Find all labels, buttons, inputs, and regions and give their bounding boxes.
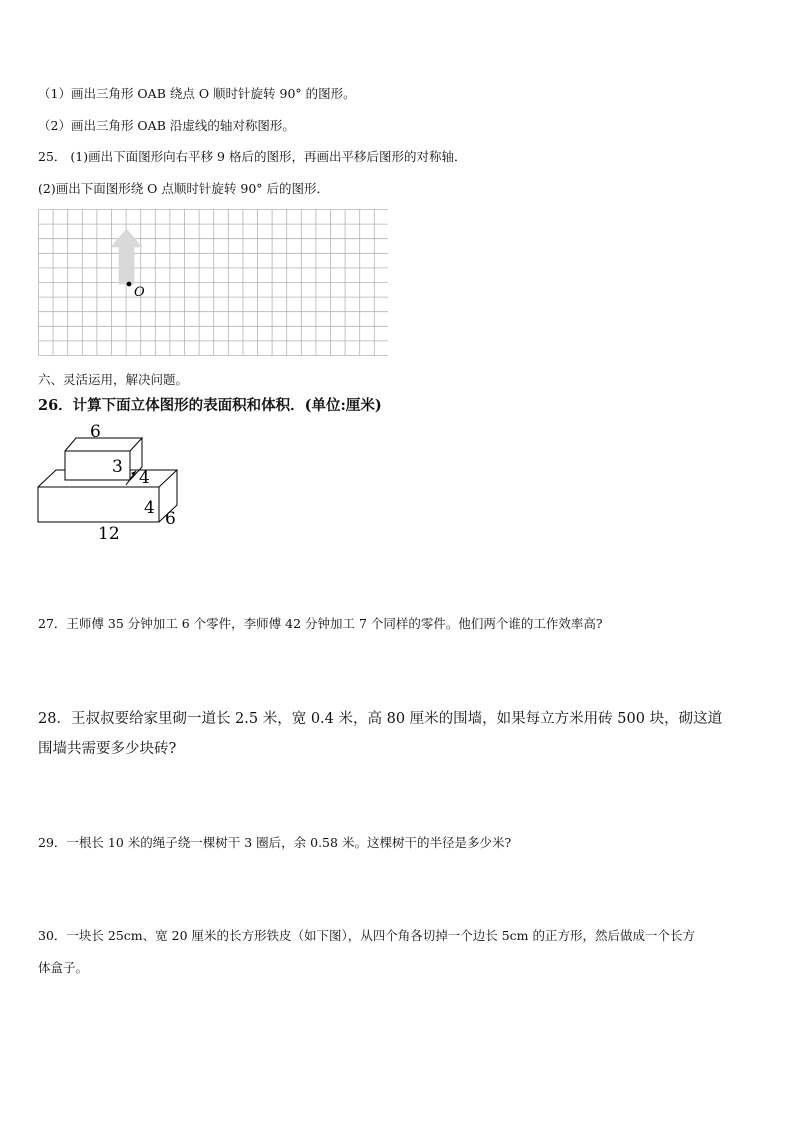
- q29-text: 29．一根长 10 米的绳子绕一棵树干 3 圈后，余 0.58 米。这棵树干的半径是多少米?: [38, 835, 512, 850]
- label-top-length: 6: [90, 422, 101, 442]
- stacked-cuboid-figure: [36, 420, 196, 549]
- bottom-cuboid-front: [38, 487, 159, 522]
- q30-text-line1: 30．一块长 25cm、宽 20 厘米的长方形铁皮（如下图），从四个角各切掉一个边长 5cm 的正方形，然后做成一个长方: [38, 928, 695, 943]
- square-grid-figure: [38, 209, 388, 361]
- q24-part2: （2）画出三角形 OAB 沿虚线的轴对称图形。: [38, 118, 295, 133]
- q30-text-line2: 体盒子。: [38, 960, 89, 975]
- q26-text: 26．计算下面立体图形的表面积和体积．(单位:厘米): [38, 397, 382, 414]
- up-arrow-shape: [111, 229, 142, 284]
- q25-part1: 25． (1)画出下面图形向右平移 9 格后的图形，再画出平移后图形的对称轴．: [38, 149, 467, 164]
- q28-text-line2: 围墙共需要多少块砖?: [38, 741, 177, 757]
- grid-lines: [39, 210, 389, 356]
- top-cuboid-top: [65, 438, 142, 451]
- bottom-cuboid-top-left: [38, 470, 65, 487]
- label-top-width: 4: [139, 468, 150, 488]
- q27-text: 27．王师傅 35 分钟加工 6 个零件，李师傅 42 分钟加工 7 个同样的零件。他们两个谁的工作效率高?: [38, 616, 603, 631]
- point-o-label: O: [134, 285, 145, 300]
- label-top-height: 3: [112, 457, 123, 477]
- label-bottom-length: 12: [98, 524, 120, 544]
- q25-part2: (2)画出下面图形绕 O 点顺时针旋转 90° 后的图形．: [38, 181, 330, 196]
- label-bottom-width: 6: [165, 509, 176, 529]
- label-bottom-height: 4: [144, 498, 155, 518]
- section-six-heading: 六、灵活运用，解决问题。: [38, 372, 189, 387]
- q28-text-line1: 28．王叔叔要给家里砌一道长 2.5 米，宽 0.4 米，高 80 厘米的围墙，如果每立方米用砖 500 块，砌这道: [38, 711, 723, 727]
- q24-part1: （1）画出三角形 OAB 绕点 O 顺时针旋转 90° 的图形。: [38, 86, 356, 101]
- point-o: [127, 282, 132, 287]
- width-arrow-head: [131, 471, 136, 476]
